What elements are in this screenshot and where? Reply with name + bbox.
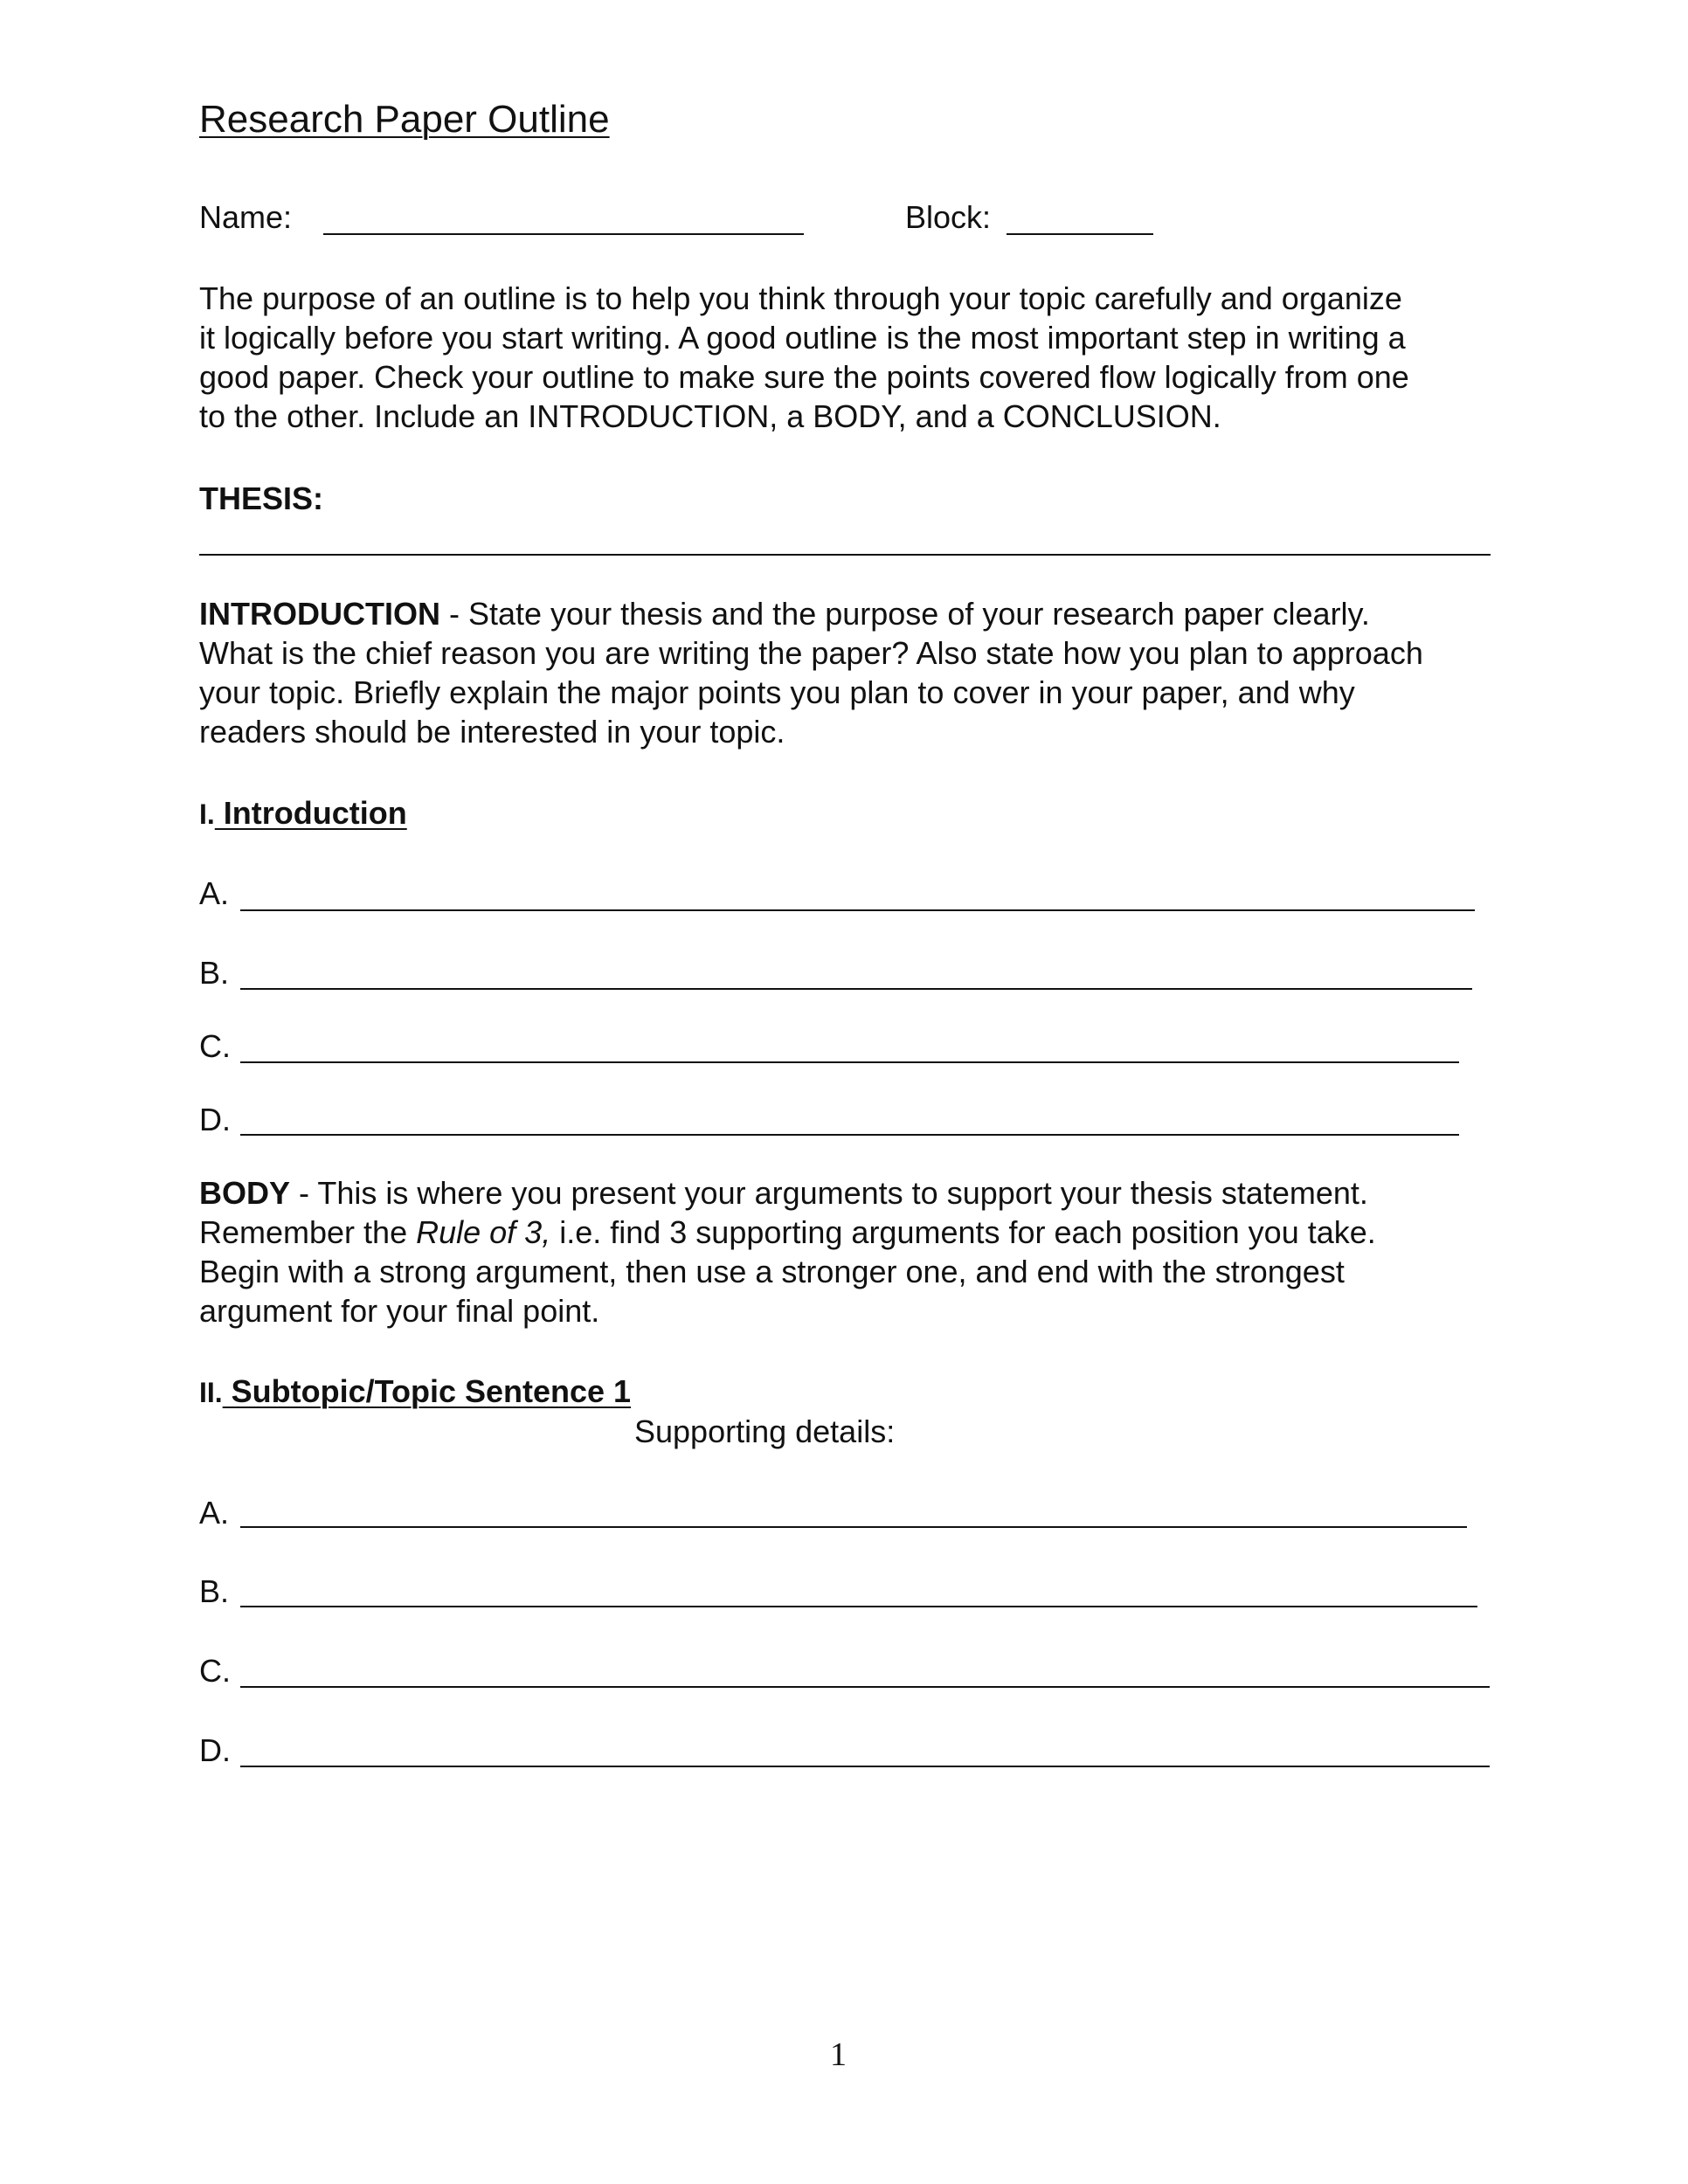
page-title: Research Paper Outline	[199, 98, 610, 141]
subtopic-item-d-field[interactable]	[240, 1766, 1490, 1767]
instructions-paragraph	[199, 279, 1527, 436]
body-keyword: BODY	[199, 1175, 291, 1211]
subtopic-item-d-label: D.	[199, 1732, 231, 1768]
block-label: Block:	[905, 199, 992, 235]
section-heading-text: Introduction	[214, 795, 407, 831]
intro-item-c-field[interactable]	[240, 1061, 1459, 1063]
intro-item-d-field[interactable]	[240, 1134, 1459, 1136]
paragraph-line: What is the chief reason you are writing the paper? Also state how you plan to approach	[199, 635, 1423, 671]
supporting-details-label: Supporting details:	[634, 1413, 896, 1449]
subtopic-item-c-label: C.	[199, 1653, 231, 1689]
section-heading-text: Subtopic/Topic Sentence 1	[222, 1373, 632, 1409]
intro-item-b-field[interactable]	[240, 988, 1472, 990]
section-numeral: II.	[199, 1377, 223, 1408]
page-number: 1	[830, 2036, 847, 2073]
subtopic-item-a-label: A.	[199, 1495, 230, 1531]
subtopic-item-b-label: B.	[199, 1573, 230, 1609]
name-field[interactable]	[323, 233, 804, 235]
body-instructions	[199, 1173, 1527, 1330]
rule-of-three: Rule of 3,	[416, 1214, 551, 1250]
thesis-label: THESIS:	[199, 480, 324, 516]
introduction-instructions	[199, 594, 1527, 751]
paragraph-text: - State your thesis and the purpose of your research paper clearly.	[439, 596, 1370, 632]
section-numeral: I.	[199, 798, 215, 830]
subtopic-item-c-field[interactable]	[240, 1686, 1490, 1688]
block-field[interactable]	[1007, 233, 1153, 235]
paragraph-line: it logically before you start writing. A good outline is the most important step in writing a	[199, 320, 1406, 356]
paragraph-line: readers should be interested in your topic.	[199, 714, 785, 750]
paragraph-text: i.e. find 3 supporting arguments for each position you take.	[550, 1214, 1376, 1250]
paragraph-line: Begin with a strong argument, then use a stronger one, and end with the strongest	[199, 1254, 1345, 1289]
paragraph-line: good paper. Check your outline to make sure the points covered flow logically from one	[199, 359, 1409, 395]
name-label: Name:	[199, 199, 293, 235]
paragraph-line: your topic. Briefly explain the major points you plan to cover in your paper, and why	[199, 674, 1355, 710]
paragraph-line: The purpose of an outline is to help you think through your topic carefully and organize	[199, 280, 1402, 316]
subtopic-item-b-field[interactable]	[240, 1606, 1477, 1607]
paragraph-line: argument for your final point.	[199, 1293, 600, 1329]
introduction-keyword: INTRODUCTION	[199, 596, 440, 632]
intro-item-c-label: C.	[199, 1028, 231, 1064]
section-two-heading	[199, 1373, 631, 1410]
paragraph-text: - This is where you present your arguments to support your thesis statement.	[290, 1175, 1368, 1211]
thesis-field[interactable]	[199, 554, 1491, 556]
intro-item-a-label: A.	[199, 875, 230, 911]
intro-item-d-label: D.	[199, 1102, 231, 1137]
section-one-heading	[199, 795, 407, 832]
subtopic-item-a-field[interactable]	[240, 1526, 1467, 1528]
paragraph-text: Remember the	[199, 1214, 417, 1250]
intro-item-a-field[interactable]	[240, 909, 1475, 911]
paragraph-line: to the other. Include an INTRODUCTION, a BODY, and a CONCLUSION.	[199, 398, 1221, 434]
intro-item-b-label: B.	[199, 955, 230, 991]
